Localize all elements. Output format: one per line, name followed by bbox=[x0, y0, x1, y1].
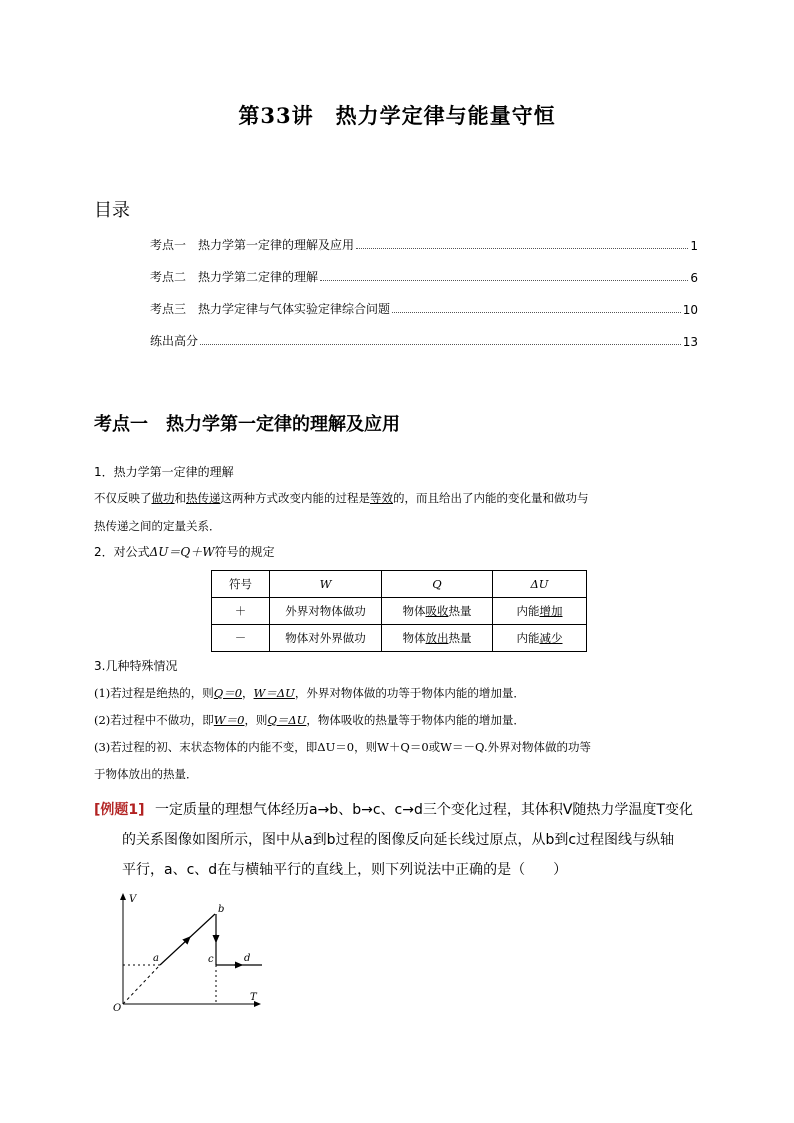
toc-item[interactable] bbox=[150, 233, 698, 253]
underlined-term: 增加 bbox=[539, 604, 563, 618]
formula: Q＝ΔU bbox=[267, 713, 307, 727]
table-header: 符号 bbox=[212, 571, 270, 598]
underlined-term: 做功 bbox=[151, 491, 175, 505]
toc-item-page: 1 bbox=[690, 239, 698, 253]
t-axis-label: T bbox=[250, 992, 257, 1003]
origin-label: O bbox=[113, 1003, 122, 1014]
text-run: (2)若过程中不做功，即 bbox=[94, 713, 214, 727]
paragraph-title bbox=[94, 544, 275, 560]
text-run: 这两种方式改变内能的过程是 bbox=[220, 491, 370, 505]
toc-item-page: 6 bbox=[690, 271, 698, 285]
table-header: ΔU bbox=[493, 571, 587, 598]
toc-item-label: 练出高分 bbox=[150, 334, 199, 348]
table-cell bbox=[493, 598, 587, 625]
toc-item[interactable] bbox=[150, 265, 698, 285]
toc-item[interactable] bbox=[150, 329, 698, 349]
underlined-term: 减少 bbox=[539, 631, 563, 645]
text-run: ，物体吸收的热量等于物体内能的增加量． bbox=[306, 713, 525, 727]
formula: ΔU＝Q＋W bbox=[149, 545, 215, 559]
table-cell: 物体对外界做功 bbox=[270, 625, 382, 652]
sign-convention-table bbox=[211, 570, 587, 652]
toc-item-label: 考点三 热力学定律与气体实验定律综合问题 bbox=[150, 302, 391, 316]
table-cell bbox=[493, 625, 587, 652]
text-run: (1)若过程是绝热的，则 bbox=[94, 686, 214, 700]
underlined-term: 放出 bbox=[425, 631, 449, 645]
text-run: 内能 bbox=[516, 631, 540, 645]
text-run: ，外界对物体做的功等于物体内能的增加量． bbox=[294, 686, 525, 700]
text-run: 和 bbox=[174, 491, 186, 505]
formula: Q＝0 bbox=[213, 686, 243, 700]
table-row bbox=[212, 625, 587, 652]
text-run: 热量 bbox=[448, 604, 472, 618]
vt-diagram bbox=[110, 890, 270, 1015]
paragraph-title: 1．热力学第一定律的理解 bbox=[94, 465, 234, 479]
table-cell: 外界对物体做功 bbox=[270, 598, 382, 625]
text-run: 一定质量的理想气体经历a→b、b→c、c→d三个变化过程，其体积V随热力学温度T变化 bbox=[155, 802, 693, 818]
example-label: [例题1] bbox=[94, 802, 145, 818]
text-run: 物体 bbox=[402, 631, 426, 645]
example-line bbox=[94, 796, 693, 825]
case-line: (3)若过程的初、末状态物体的内能不变，即ΔU＝0，则W＋Q＝0或W＝－Q.外界对物体做的功等 bbox=[94, 740, 591, 754]
case-line bbox=[94, 712, 525, 728]
table-cell: ＋ bbox=[212, 598, 270, 625]
table-header: Q bbox=[382, 571, 493, 598]
v-axis-label: V bbox=[129, 894, 137, 905]
table-cell: － bbox=[212, 625, 270, 652]
paragraph-line: 热传递之间的定量关系． bbox=[94, 519, 221, 533]
text-run: ， bbox=[242, 686, 254, 700]
example-line: 平行，a、c、d在与横轴平行的直线上，则下列说法中正确的是（ ） bbox=[122, 862, 568, 878]
toc-leader bbox=[320, 280, 688, 281]
table-row bbox=[212, 598, 587, 625]
underlined-term: 等效 bbox=[370, 491, 393, 505]
toc-leader bbox=[200, 344, 681, 345]
table-header-row bbox=[212, 571, 587, 598]
toc-item[interactable] bbox=[150, 297, 698, 317]
case-line bbox=[94, 685, 525, 701]
example-line: 的关系图像如图所示，图中从a到b过程的图像反向延长线过原点，从b到c过程图线与纵轴 bbox=[122, 832, 675, 848]
table-cell bbox=[382, 625, 493, 652]
toc-item-page: 10 bbox=[682, 303, 698, 317]
point-c-label: c bbox=[208, 954, 214, 965]
point-b-label: b bbox=[218, 904, 225, 915]
toc-leader bbox=[392, 312, 681, 313]
table-cell bbox=[382, 598, 493, 625]
toc-heading: 目录 bbox=[94, 200, 130, 221]
underlined-term: 热传递 bbox=[186, 491, 221, 505]
arrow-ab bbox=[185, 937, 190, 942]
text-run: 符号的规定 bbox=[214, 545, 275, 559]
text-run: 不仅反映了 bbox=[94, 491, 152, 505]
point-a-label: a bbox=[153, 953, 159, 964]
text-run: 的，而且给出了内能的变化量和做功与 bbox=[393, 491, 589, 505]
text-run: ，则 bbox=[244, 713, 268, 727]
underlined-term: 吸收 bbox=[425, 604, 449, 618]
section-heading: 考点一 热力学第一定律的理解及应用 bbox=[94, 414, 400, 435]
toc-item-label: 考点二 热力学第二定律的理解 bbox=[150, 270, 319, 284]
extension-line bbox=[123, 965, 160, 1004]
toc-leader bbox=[356, 248, 688, 249]
formula: W＝0 bbox=[213, 713, 245, 727]
point-d-label: d bbox=[244, 953, 251, 964]
page-title: 第33讲 热力学定律与能量守恒 bbox=[238, 103, 556, 128]
case-line: 于物体放出的热量． bbox=[94, 767, 198, 781]
formula: W＝ΔU bbox=[253, 686, 295, 700]
paragraph-title: 3.几种特殊情况 bbox=[94, 659, 178, 673]
text-run: 内能 bbox=[516, 604, 540, 618]
text-run: 热量 bbox=[448, 631, 472, 645]
text-run: 2．对公式 bbox=[94, 545, 150, 559]
toc-item-label: 考点一 热力学第一定律的理解及应用 bbox=[150, 238, 355, 252]
text-run: 物体 bbox=[402, 604, 426, 618]
paragraph-line bbox=[94, 490, 589, 506]
toc-item-page: 13 bbox=[682, 335, 698, 349]
table-header: W bbox=[270, 571, 382, 598]
